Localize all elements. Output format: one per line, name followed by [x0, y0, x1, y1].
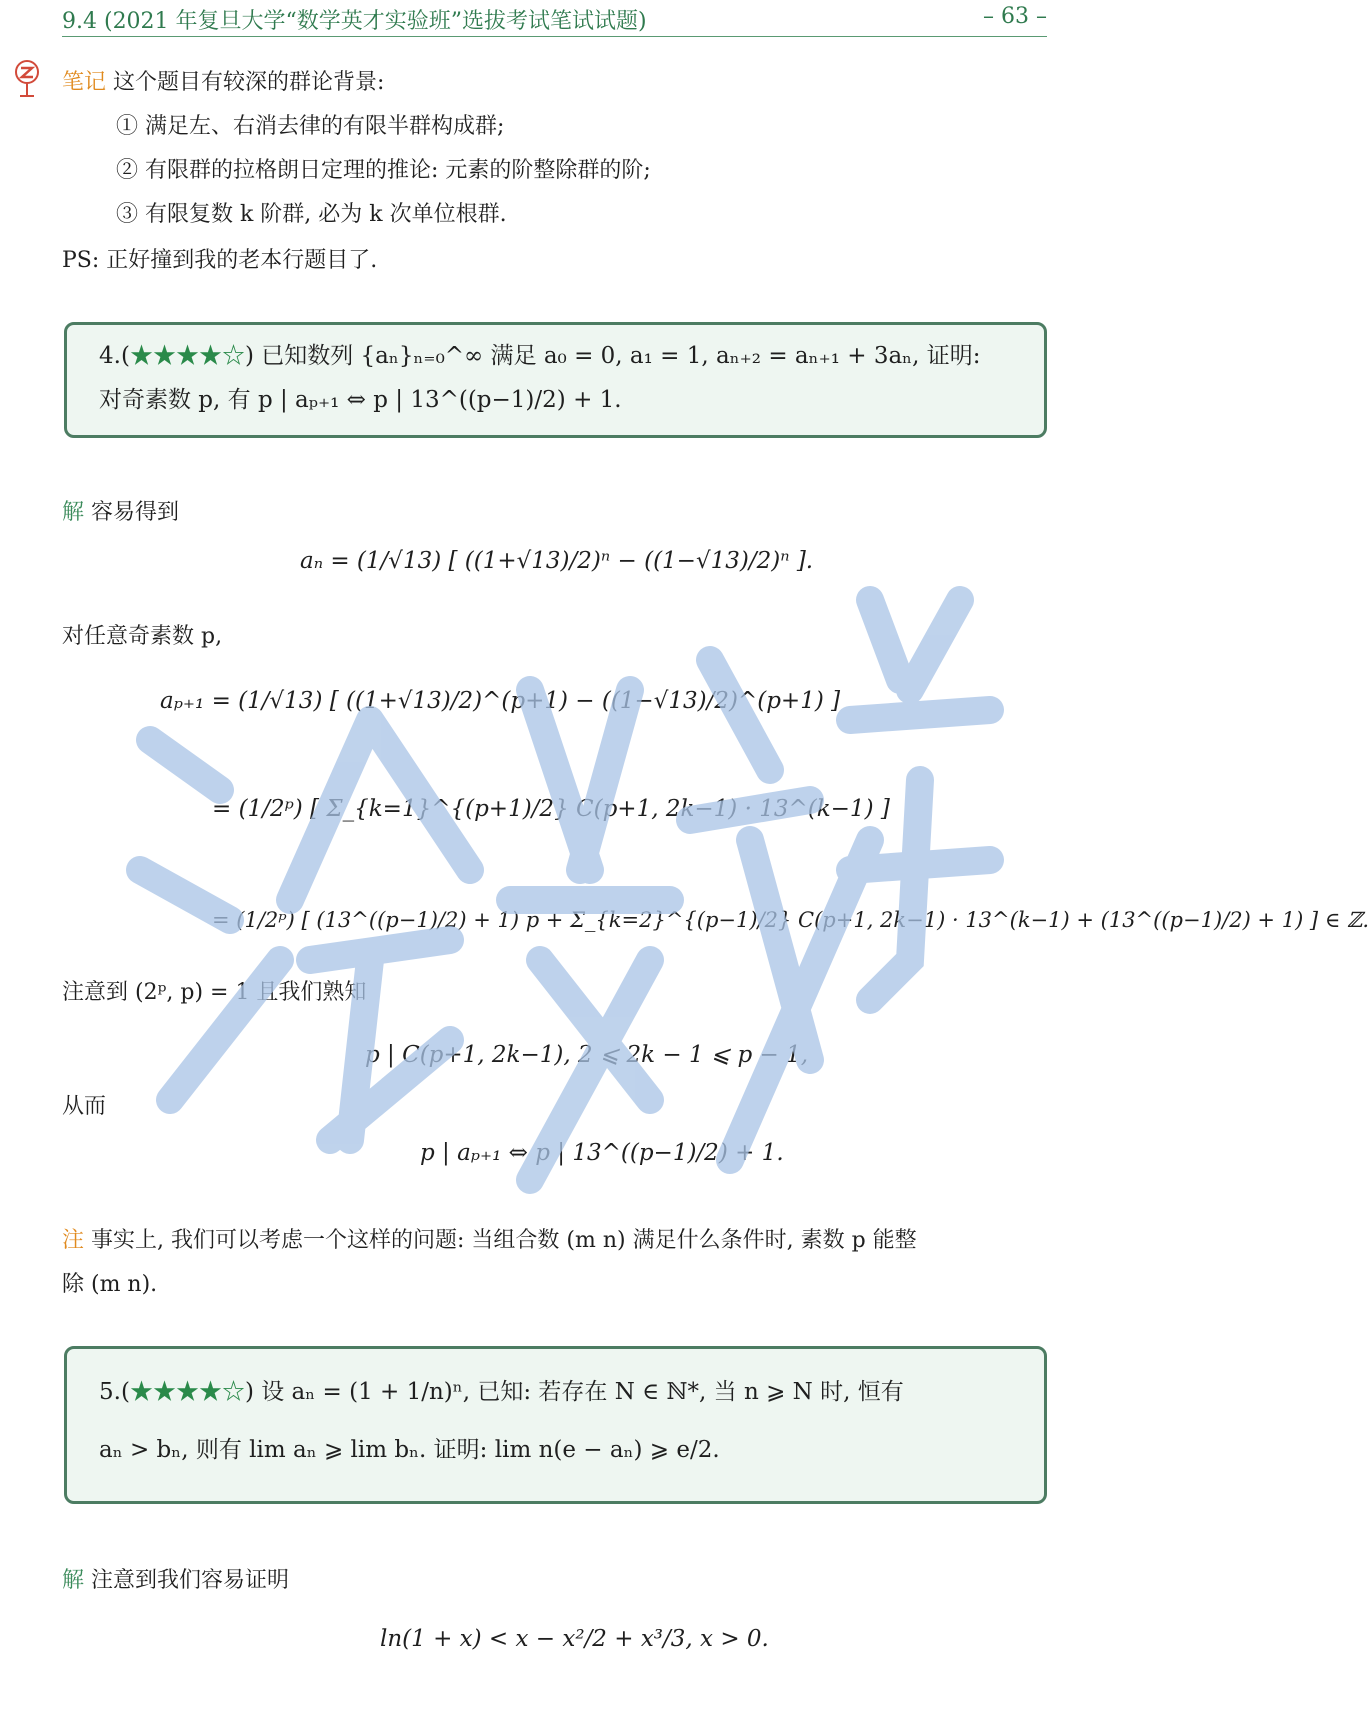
note-item-1: ① 满足左、右消去律的有限半群构成群;: [116, 114, 505, 139]
coprime-notice: 注意到 (2ᵖ, p) = 1 且我们熟知: [62, 980, 367, 1005]
equation-line-3: = (1/2ᵖ) [ (13^((p−1)/2) + 1) p + Σ_{k=2}^{(p−1)/2} C(p+1, 2k−1) · 13^(k−1) + (13^((p−1)/2) + 1) ] ∈ ℤ.: [212, 908, 1369, 932]
note-intro: 这个题目有较深的群论背景:: [113, 70, 385, 95]
for-any-odd-prime: 对任意奇素数 p,: [62, 624, 223, 649]
problem-4-line-2: 对奇素数 p, 有 p | aₚ₊₁ ⇔ p | 13^((p−1)/2) + 1.: [99, 387, 622, 413]
formula-an: aₙ = (1/√13) [ ((1+√13)/2)ⁿ − ((1−√13)/2)ⁿ ].: [300, 548, 814, 574]
remark-line-2: 除 (m n).: [62, 1272, 158, 1297]
solution-4-intro: [62, 498, 179, 528]
watermark-logo: [110, 540, 1010, 1220]
log-inequality: ln(1 + x) < x − x²/2 + x³/3, x > 0.: [380, 1626, 769, 1652]
problem-4-statement: 已知数列 {aₙ}ₙ₌₀^∞ 满足 a₀ = 0, a₁ = 1, aₙ₊₂ = aₙ₊₁ + 3aₙ, 证明:: [261, 343, 981, 369]
problem-5-statement: 设 aₙ = (1 + 1/n)ⁿ, 已知: 若存在 N ∈ ℕ*, 当 n ⩾ N 时, 恒有: [261, 1379, 904, 1405]
equation-line-2: = (1/2ᵖ) [ Σ_{k=1}^{(p+1)/2} C(p+1, 2k−1) · 13^(k−1) ]: [212, 796, 890, 822]
running-header: [62, 0, 1047, 37]
problem-5-box: [64, 1346, 1047, 1504]
difficulty-stars: ★★★★☆: [129, 343, 245, 369]
difficulty-stars: ★★★★☆: [129, 1379, 245, 1405]
problem-5-line-1: 5.(★★★★☆) 设 aₙ = (1 + 1/n)ⁿ, 已知: 若存在 N ∈ ℕ*, 当 n ⩾ N 时, 恒有: [99, 1379, 904, 1405]
remark-label: 注: [62, 1228, 85, 1253]
solution-intro-text: 容易得到: [91, 500, 180, 525]
note-heading: [62, 68, 384, 98]
conclusion-formula: p | aₚ₊₁ ⇔ p | 13^((p−1)/2) + 1.: [420, 1140, 784, 1166]
problem-5-number: 5.: [99, 1379, 121, 1405]
solution-label: 解: [62, 1568, 85, 1593]
solution-label: 解: [62, 500, 85, 525]
binomial-divisibility: p | C(p+1, 2k−1), 2 ⩽ 2k − 1 ⩽ p − 1,: [365, 1042, 809, 1068]
problem-4-line-1: 4.(★★★★☆) 已知数列 {aₙ}ₙ₌₀^∞ 满足 a₀ = 0, a₁ = 1, aₙ₊₂ = aₙ₊₁ + 3aₙ, 证明:: [99, 343, 981, 369]
equation-line-1: aₚ₊₁ = (1/√13) [ ((1+√13)/2)^(p+1) − ((1−√13)/2)^(p+1) ]: [160, 688, 841, 714]
remark-text: 事实上, 我们可以考虑一个这样的问题: 当组合数 (m n) 满足什么条件时, 素数 p 能整: [91, 1228, 917, 1253]
remark-line-1: [62, 1226, 917, 1256]
note-item-3: ③ 有限复数 k 阶群, 必为 k 次单位根群.: [116, 202, 507, 227]
solution-5-intro: [62, 1566, 289, 1596]
problem-5-line-2: aₙ > bₙ, 则有 lim aₙ ⩾ lim bₙ. 证明: lim n(e − aₙ) ⩾ e/2.: [99, 1437, 720, 1463]
note-item-2: ② 有限群的拉格朗日定理的推论: 元素的阶整除群的阶;: [116, 158, 651, 183]
problem-4-box: [64, 322, 1047, 438]
solution-5-intro-text: 注意到我们容易证明: [91, 1568, 290, 1593]
header-title: 9.4 (2021 年复旦大学“数学英才实验班”选拔考试笔试试题): [62, 9, 647, 34]
ps-note: PS: 正好撞到我的老本行题目了.: [62, 248, 378, 273]
note-icon: [10, 58, 44, 98]
note-label: 笔记: [62, 70, 107, 95]
page-number: – 63 –: [983, 4, 1047, 29]
problem-4-number: 4.: [99, 343, 121, 369]
thus-text: 从而: [62, 1094, 107, 1119]
